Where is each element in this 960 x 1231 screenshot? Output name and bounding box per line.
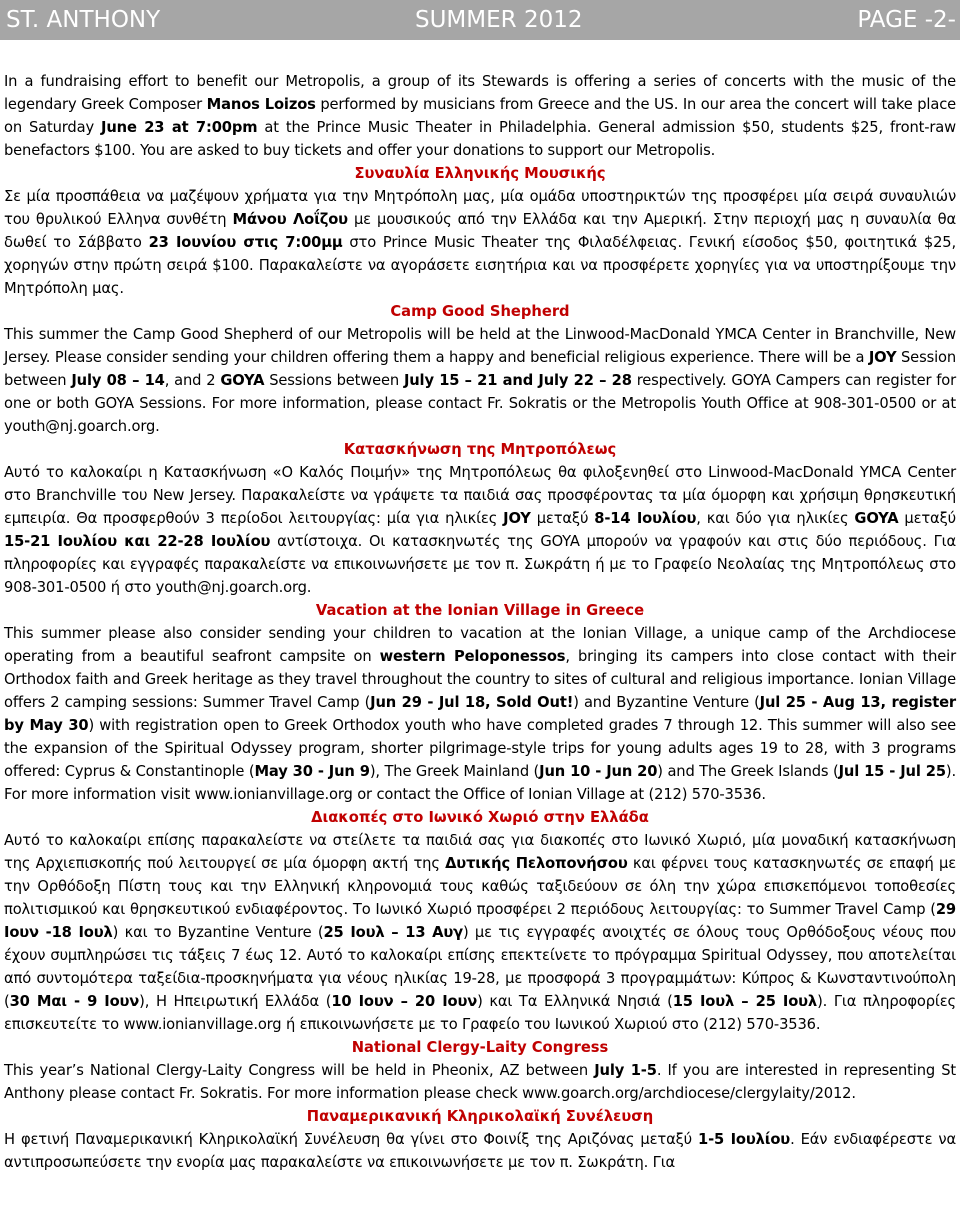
bold-text: 15 Ιουλ – 25 Ιουλ xyxy=(672,993,818,1010)
text-run: ), Η Ηπειρωτική Ελλάδα ( xyxy=(139,993,332,1010)
text-run: μεταξύ xyxy=(898,510,956,527)
text-run: με μουσικούς από την Ελλάδα και την Αμερική. Στην περιοχή μας η συναυλία θα δωθεί το Σάββατο xyxy=(4,211,956,251)
text-run: at the Prince Music Theater in Philadelphia. General admission $50, students $25, front-raw benefactors $100. You are asked to buy tickets and offer your donations to support our Metropolis. xyxy=(4,119,956,159)
bold-text: GOYA xyxy=(854,510,899,527)
ionian-paragraph-en xyxy=(4,622,956,806)
congress-paragraph-en xyxy=(4,1059,956,1105)
text-run: This year’s National Clergy-Laity Congress will be held in Pheonix, AZ between xyxy=(4,1062,595,1079)
text-run: Αυτό το καλοκαίρι επίσης παρακαλείστε να στείλετε τα παιδιά σας για διακοπές στο Ιωνικό Χωριό, μία μοναδική κατασκήνωση της Αρχιεπισκοπής πού λειτουργεί σε μία όμορφη ακτή της xyxy=(4,832,956,872)
text-run: Η φετινή Παναμερικανική Κληρικολαϊκή Συνέλευση θα γίνει στο Φοινίξ της Αριζόνας μεταξύ xyxy=(4,1131,699,1148)
text-run: This summer please also consider sending your children to vacation at the Ionian Village, a unique camp of the Archdiocese operating from a beautiful seafront campsite on xyxy=(4,625,956,665)
text-run: στο Prince Music Theater της Φιλαδέλφειας. Γενική είσοδος $50, φοιτητικά $25, χορηγών στην πρώτη σειρά $100. Παρακαλείστε να αγοράσετε εισητήρια και να προσφέρετε χορηγίες για να υποστηρίξουμε την Μητρόπολη μας. xyxy=(4,234,956,297)
text-run: μεταξύ xyxy=(530,510,595,527)
newsletter-body xyxy=(0,40,960,1174)
concert-paragraph-en xyxy=(4,70,956,162)
text-run: , και δύο για ηλικίες xyxy=(696,510,855,527)
text-run: In a fundraising effort to benefit our Metropolis, a group of its Stewards is offering a series of concerts with the music of the legendary Greek Composer xyxy=(4,73,956,113)
bold-text: Jul 25 - Aug 13, register by May 30 xyxy=(4,694,957,734)
bold-text: June 23 at 7:00pm xyxy=(101,119,258,136)
bold-text: western Peloponessos xyxy=(379,648,566,665)
concert-paragraph-gr xyxy=(4,185,956,300)
text-run: Session between xyxy=(4,349,956,389)
bold-text: 1-5 Ιουλίου xyxy=(698,1131,791,1148)
bold-text: Manos Loizos xyxy=(206,96,316,113)
bold-text: Μάνου Λοΐζου xyxy=(232,211,348,228)
bold-text: 23 Ιουνίου στις 7:00μμ xyxy=(148,234,343,251)
concert-title-gr: Συναυλία Ελληνικής Μουσικής xyxy=(354,165,606,182)
text-run: αντίστοιχα. Οι κατασκηνωτές της GOYA μπορούν να γραφούν και στις δύο περιόδους. Για πληροφορίες και εγγραφές παρακαλείστε να επικοινωνήσετε με τον π. Σωκράτη ή με το Γραφείο Νεολαίας της Μητροπόλεως στο 908-301-0500 ή στο youth@nj.goarch.org. xyxy=(4,533,956,596)
ionian-title-en: Vacation at the Ionian Village in Greece xyxy=(315,602,645,619)
bold-text: 30 Μαι - 9 Ιουν xyxy=(9,993,140,1010)
text-run: ) με τις εγγραφές ανοιχτές σε όλους τους Ορθόδοξους νέους που έχουν συμπληρώσει τις τάξεις 7 έως 12. Αυτό το καλοκαίρι επίσης επεκτείνετε το πρόγραμμα Spiritual Odyssey, που αποτελείται από συντομότερα ταξείδια-προσκηνήματα για νέους ηλικίας 19-28, με προσφορά 3 προγραμμάτων: Κύπρος & Κωνσταντινούπολη ( xyxy=(4,924,956,1010)
text-run: ) and Byzantine Venture ( xyxy=(573,694,760,711)
bold-text: JOY xyxy=(868,349,897,366)
bold-text: July 1-5 xyxy=(594,1062,657,1079)
text-run: This summer the Camp Good Shepherd of our Metropolis will be held at the Linwood-MacDonald YMCA Center in Branchville, New Jersey. Please consider sending your children offering them a happy and beneficial religious experience. There will be a xyxy=(4,326,956,366)
text-run: ). For more information visit www.ionianvillage.org or contact the Office of Ionian Village at (212) 570-3536. xyxy=(4,763,956,803)
bold-text: Jun 10 - Jun 20 xyxy=(539,763,658,780)
text-run: και φέρνει τους κατασκηνωτές σε επαφή με την Ορθόδοξη Πίστη τους και την Ελληνική κληρονομιά τους καθώς ταξιδεύουν σε όλη την χώρα επισκεπόμενοι τοποθεσίες πολιτισμικού και θρησκευτικού ενδιαφέροντος. Το Ιωνικό Χωριό προσφέρει 2 περιόδους λειτουργίας: το Summer Travel Camp ( xyxy=(4,855,956,918)
bold-text: Jun 29 - Jul 18, Sold Out! xyxy=(370,694,574,711)
text-run: respectively. GOYA Campers can register for one or both GOYA Sessions. For more information, please contact Fr. Sokratis or the Metropolis Youth Office at 908-301-0500 or at youth@nj.goarch.org. xyxy=(4,372,957,435)
bold-text: GOYA xyxy=(220,372,265,389)
text-run: Sessions between xyxy=(264,372,404,389)
text-run: ) και το Byzantine Venture ( xyxy=(112,924,324,941)
bold-text: JOY xyxy=(503,510,531,527)
newsletter-name: ST. ANTHONY xyxy=(6,7,161,33)
congress-title-gr: Παναμερικανική Κληρικολαϊκή Συνέλευση xyxy=(306,1108,654,1125)
bold-text: July 15 – 21 and July 22 – 28 xyxy=(403,372,632,389)
issue-date: SUMMER 2012 xyxy=(415,7,583,33)
camp-paragraph-en xyxy=(4,323,956,438)
ionian-title-gr: Διακοπές στο Ιωνικό Χωριό στην Ελλάδα xyxy=(311,809,649,826)
page-number: PAGE -2- xyxy=(857,7,956,33)
camp-title-en: Camp Good Shepherd xyxy=(390,303,570,320)
bold-text: July 08 – 14 xyxy=(71,372,165,389)
text-run: ), The Greek Mainland ( xyxy=(369,763,540,780)
text-run: , bringing its campers into close contact with their Orthodox faith and Greek heritage as they travel throughout the country to sites of cultural and religious importance. Ionian Village offers 2 camping sessions: Summer Travel Camp ( xyxy=(4,648,956,711)
text-run: . Εάν ενδιαφέρεστε να αντιπροσωπεύσετε την ενορία μας παρακαλείστε να επικοινωνήσετε με τον π. Σωκράτη. Για xyxy=(4,1131,956,1171)
bold-text: Jul 15 - Jul 25 xyxy=(838,763,946,780)
bold-text: 25 Ιουλ – 13 Αυγ xyxy=(323,924,464,941)
bold-text: 10 Ιουν – 20 Ιουν xyxy=(331,993,478,1010)
text-run: ) και Τα Ελληνικά Νησιά ( xyxy=(477,993,673,1010)
text-run: . If you are interested in representing St Anthony please contact Fr. Sokratis. For more information please check www.goarch.org/archdiocese/clergylaity/2012. xyxy=(4,1062,956,1102)
text-run: Σε μία προσπάθεια να μαζέψουν χρήματα για την Μητρόπολη μας, μία ομάδα υποστηρικτών της προσφέρει μία σειρά συναυλιών του θρυλικού Ελληνα συνθέτη xyxy=(4,188,956,228)
text-run: performed by musicians from Greece and the US. In our area the concert will take place on Saturday xyxy=(4,96,957,136)
text-run: ) with registration open to Greek Orthodox youth who have completed grades 7 through 12. This summer will also see the expansion of the Spiritual Odyssey program, shorter pilgrimage-style trips for young adults ages 19 to 28, with 3 programs offered: Cyprus & Constantinople ( xyxy=(4,717,956,780)
text-run: Αυτό το καλοκαίρι η Κατασκήνωση «Ο Καλός Ποιμήν» της Μητροπόλεως θα φιλοξενηθεί στο Linwood-MacDonald YMCA Center στο Branchville του New Jersey. Παρακαλείστε να γράψετε τα παιδιά σας προσφέροντας τα μία όμορφη και χρήσιμη θρησκευτική εμπειρία. Θα προσφερθούν 3 περίοδοι λειτουργίας: μία για ηλικίες xyxy=(4,464,956,527)
bold-text: 29 Ιουν -18 Ιουλ xyxy=(4,901,956,941)
text-run: ) and The Greek Islands ( xyxy=(657,763,839,780)
camp-paragraph-gr xyxy=(4,461,956,599)
bold-text: 8-14 Ιουλίου xyxy=(594,510,697,527)
bold-text: May 30 - Jun 9 xyxy=(254,763,370,780)
text-run: , and 2 xyxy=(164,372,221,389)
text-run: ). Για πληροφορίες επισκευτείτε το www.ionianvillage.org ή επικοινωνήσετε με το Γραφείο του Ιωνικού Χωριού στο (212) 570-3536. xyxy=(4,993,956,1033)
ionian-paragraph-gr xyxy=(4,829,956,1036)
congress-title-en: National Clergy-Laity Congress xyxy=(351,1039,609,1056)
page-header xyxy=(0,0,960,40)
congress-paragraph-gr xyxy=(4,1128,956,1174)
bold-text: 15-21 Ιουλίου και 22-28 Ιουλίου xyxy=(4,533,271,550)
bold-text: Δυτικής Πελοπονήσου xyxy=(445,855,628,872)
camp-title-gr: Κατασκήνωση της Μητροπόλεως xyxy=(343,441,617,458)
